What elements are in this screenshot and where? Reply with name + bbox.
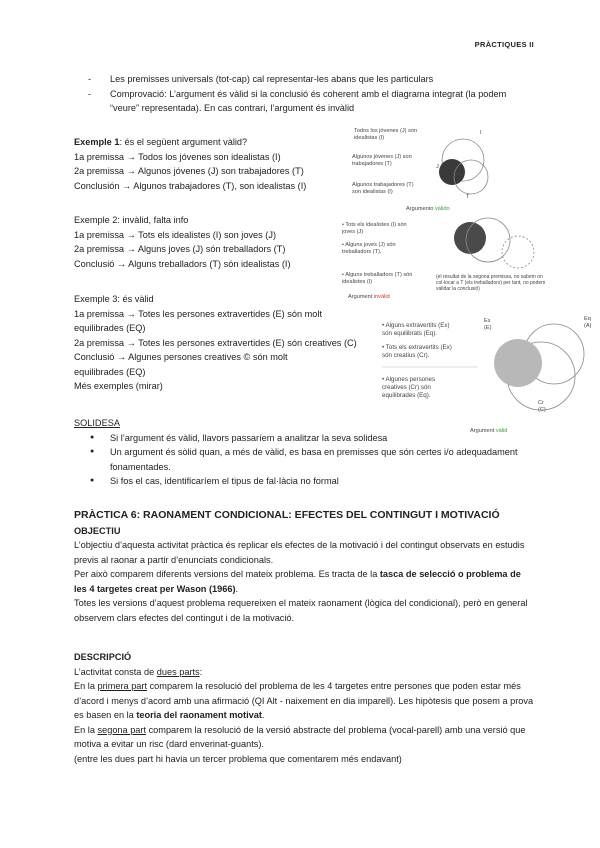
example-1-line: 1a premissa → Todos los jóvenes son idealistas (I) <box>74 151 281 162</box>
example-1-title-rest: : és el següent argument vàlid? <box>119 137 248 147</box>
descripcio-title: DESCRIPCIÓ <box>74 652 132 662</box>
figure-2-text: • Alguns treballadors (T) són idealistes (I) <box>342 272 413 285</box>
verdict-label: Argument <box>470 428 495 434</box>
example-3-title: Exemple 3: és vàlid <box>74 294 154 304</box>
practica-section <box>74 508 534 625</box>
verdict-value: válido <box>434 206 450 212</box>
example-3-more-link[interactable]: Més exemples (mirar) <box>74 381 163 391</box>
example-1 <box>74 135 344 193</box>
solidesa-section <box>74 416 524 489</box>
venn-label-j: J <box>436 164 439 170</box>
objectiu-paragraph <box>74 567 534 596</box>
venn-figure-1 <box>348 122 523 214</box>
example-2-line: 1a premissa → Tots els idealistes (I) son joves (J) <box>74 229 277 240</box>
list-item: - Comprovació: L’argument és vàlid si la conclusió és coherent amb el diagrama integrat (la podem “veure” representada). En cas contrari, l’argument és invàlid <box>88 87 518 116</box>
figure-3-text-value: Algunes persones creatives (Cr) són equilibrades (Eq). <box>382 376 436 399</box>
figure-2-text-value: Alguns joves (J) són treballadors (T). <box>342 242 396 255</box>
figure-2-text-value: Tots els idealistes (I) són joves (J) <box>342 222 407 235</box>
example-1-line: Conclusión → Algunos trabajadores (T), son idealistas (I) <box>74 180 307 191</box>
venn-label-cr: Cr (C) <box>538 400 546 413</box>
solidesa-list <box>88 431 524 489</box>
text-span: L’activitat consta de <box>74 666 157 677</box>
venn-label-ex: Ex (E) <box>484 318 492 331</box>
descripcio-paragraph: (entre les dues part hi havia un tercer problema que comentarem més endavant) <box>74 753 402 764</box>
example-2-line: Conclusió → Alguns treballadors (T) són idealistas (I) <box>74 258 291 269</box>
figure-3-text-value: Alguns extravertits (Ex) són equilibrats (Eq). <box>382 322 450 337</box>
venn-label-eq: Eq (A) <box>584 316 592 329</box>
figure-2-text: • Alguns joves (J) són treballadors (T). <box>342 242 396 255</box>
list-item: ● Un argument és sòlid quan, a més de vàlid, es basa en premisses que són certes i/o adequadament fonamentades. <box>88 445 524 474</box>
figure-1-text: Todos los jóvenes (J) son idealistas (I) <box>354 128 418 141</box>
venn-label-i: I <box>480 130 482 136</box>
figure-3-text: • Algunes persones creatives (Cr) són equilibrades (Eq). <box>382 376 436 399</box>
verdict-value: invàlid <box>373 294 390 300</box>
venn-figure-2 <box>338 216 548 306</box>
descripcio-section <box>74 650 534 766</box>
intro-bullet-list <box>88 72 518 116</box>
descripcio-paragraph <box>74 665 534 680</box>
example-3-line: 1a premissa → Totes les persones extravertides (E) són molt equilibrades (EQ) <box>74 308 322 333</box>
venn-circle-ex <box>494 339 542 387</box>
text-span: Per això comparem diferents versions del mateix problema. Es tracta de la <box>74 569 380 579</box>
text-span: : <box>199 666 203 677</box>
underlined-term: segona part <box>97 724 147 735</box>
verdict-label: Argument <box>348 294 373 300</box>
objectiu-title: OBJECTIU <box>74 525 121 536</box>
figure-1-verdict <box>406 206 450 213</box>
figure-3-text: • Tots els extravertits (Ex) són creatius (Cr). <box>382 344 452 359</box>
objectiu-paragraph: L’objectiu d’aquesta activitat pràctica és replicar els efectes de la motivació i del contingut observats en estudis previs al raonar a partir d’enunciats condicionals. <box>74 540 525 565</box>
figure-2-text: • Tots els idealistes (I) són joves (J) <box>342 222 407 235</box>
wason-task-name: tasca de selecció o problema de les 4 targetes creat per Wason (1966) <box>74 569 521 594</box>
text-span: En la <box>74 681 98 691</box>
practica-title: PRÀCTICA 6: RAONAMENT CONDICIONAL: EFECTES DEL CONTINGUT I MOTIVACIÓ <box>74 509 500 521</box>
venn-diagram-2 <box>338 216 548 306</box>
list-item: ● Si l’argument és vàlid, llavors passaríem a analitzar la seva solidesa <box>88 431 524 446</box>
example-2-line: 2a premissa → Alguns joves (J) són treballadors (T) <box>74 244 286 254</box>
example-3-line: Conclusió → Algunes persones creatives © són molt equilibrades (EQ) <box>74 352 288 377</box>
underlined-term: dues parts <box>156 666 200 677</box>
underlined-term: primera part <box>97 681 148 691</box>
figure-3-text-value: Tots els extravertits (Ex) són creatius (Cr). <box>382 344 452 359</box>
example-3-line: 2a premissa → Totes les persones extravertides (E) són creatives (C) <box>74 337 357 348</box>
descripcio-paragraph <box>74 723 534 752</box>
example-1-line: 2a premissa → Algunos jóvenes (J) son trabajadores (T) <box>74 166 304 176</box>
example-1-title <box>74 135 344 150</box>
example-1-title-bold: Exemple 1 <box>74 137 120 147</box>
figure-1-text: Algunos trabajadores (T) son idealistas (I) <box>352 182 414 195</box>
example-2 <box>74 213 344 271</box>
page-header: PRÀCTIQUES II <box>474 40 534 49</box>
list-item: ● Si fos el cas, identificaríem el tipus de fal·làcia no formal <box>88 474 524 489</box>
descripcio-paragraph <box>74 679 534 723</box>
text-span: . <box>235 583 239 594</box>
verdict-value: vàlid <box>495 428 508 434</box>
bold-term: teoria del raonament motivat <box>136 710 262 720</box>
verdict-label: Argumento <box>406 206 434 212</box>
figure-2-note: (el resultat de la segona premissa, no sabem on col·locar a T (els treballadors) per tant, no podem validar la conclusió) <box>436 274 546 292</box>
venn-label-t: T <box>466 194 470 200</box>
text-span: En la <box>74 724 98 735</box>
solidesa-title: SOLIDESA <box>74 418 120 428</box>
figure-2-text-value: Alguns treballadors (T) són idealistes (I) <box>342 272 413 285</box>
objectiu-paragraph: Totes les versions d’aquest problema requereixen el mateix raonament (lògica del condicional), però en general observem clars efectes del contingut i de la motivació. <box>74 598 528 623</box>
text-span: . <box>261 710 265 720</box>
figure-1-text: Algunos jóvenes (J) son trabajadores (T) <box>352 154 412 167</box>
figure-3-text: • Alguns extravertits (Ex) són equilibrats (Eq). <box>382 322 450 337</box>
text-span: comparem la resolució del problema de les 4 targetes entre persones que poden estar més d’acord i menys d’acord amb una afirmació (QI Alt - naixement en dia imparell). Les hipòtesis que posem a prova es basen en la <box>74 681 534 720</box>
figure-2-verdict <box>348 294 390 301</box>
example-2-title: Exemple 2: invàlid, falta info <box>74 215 189 225</box>
example-3 <box>74 292 374 394</box>
list-item: - Les premisses universals (tot-cap) cal representar-les abans que les particulars <box>88 72 518 87</box>
text-span: comparem la resolució de la versió abstracte del problema (vocal-parell) amb una versió que motiva a evitar un risc (dard enverinat-guants). <box>74 724 526 749</box>
